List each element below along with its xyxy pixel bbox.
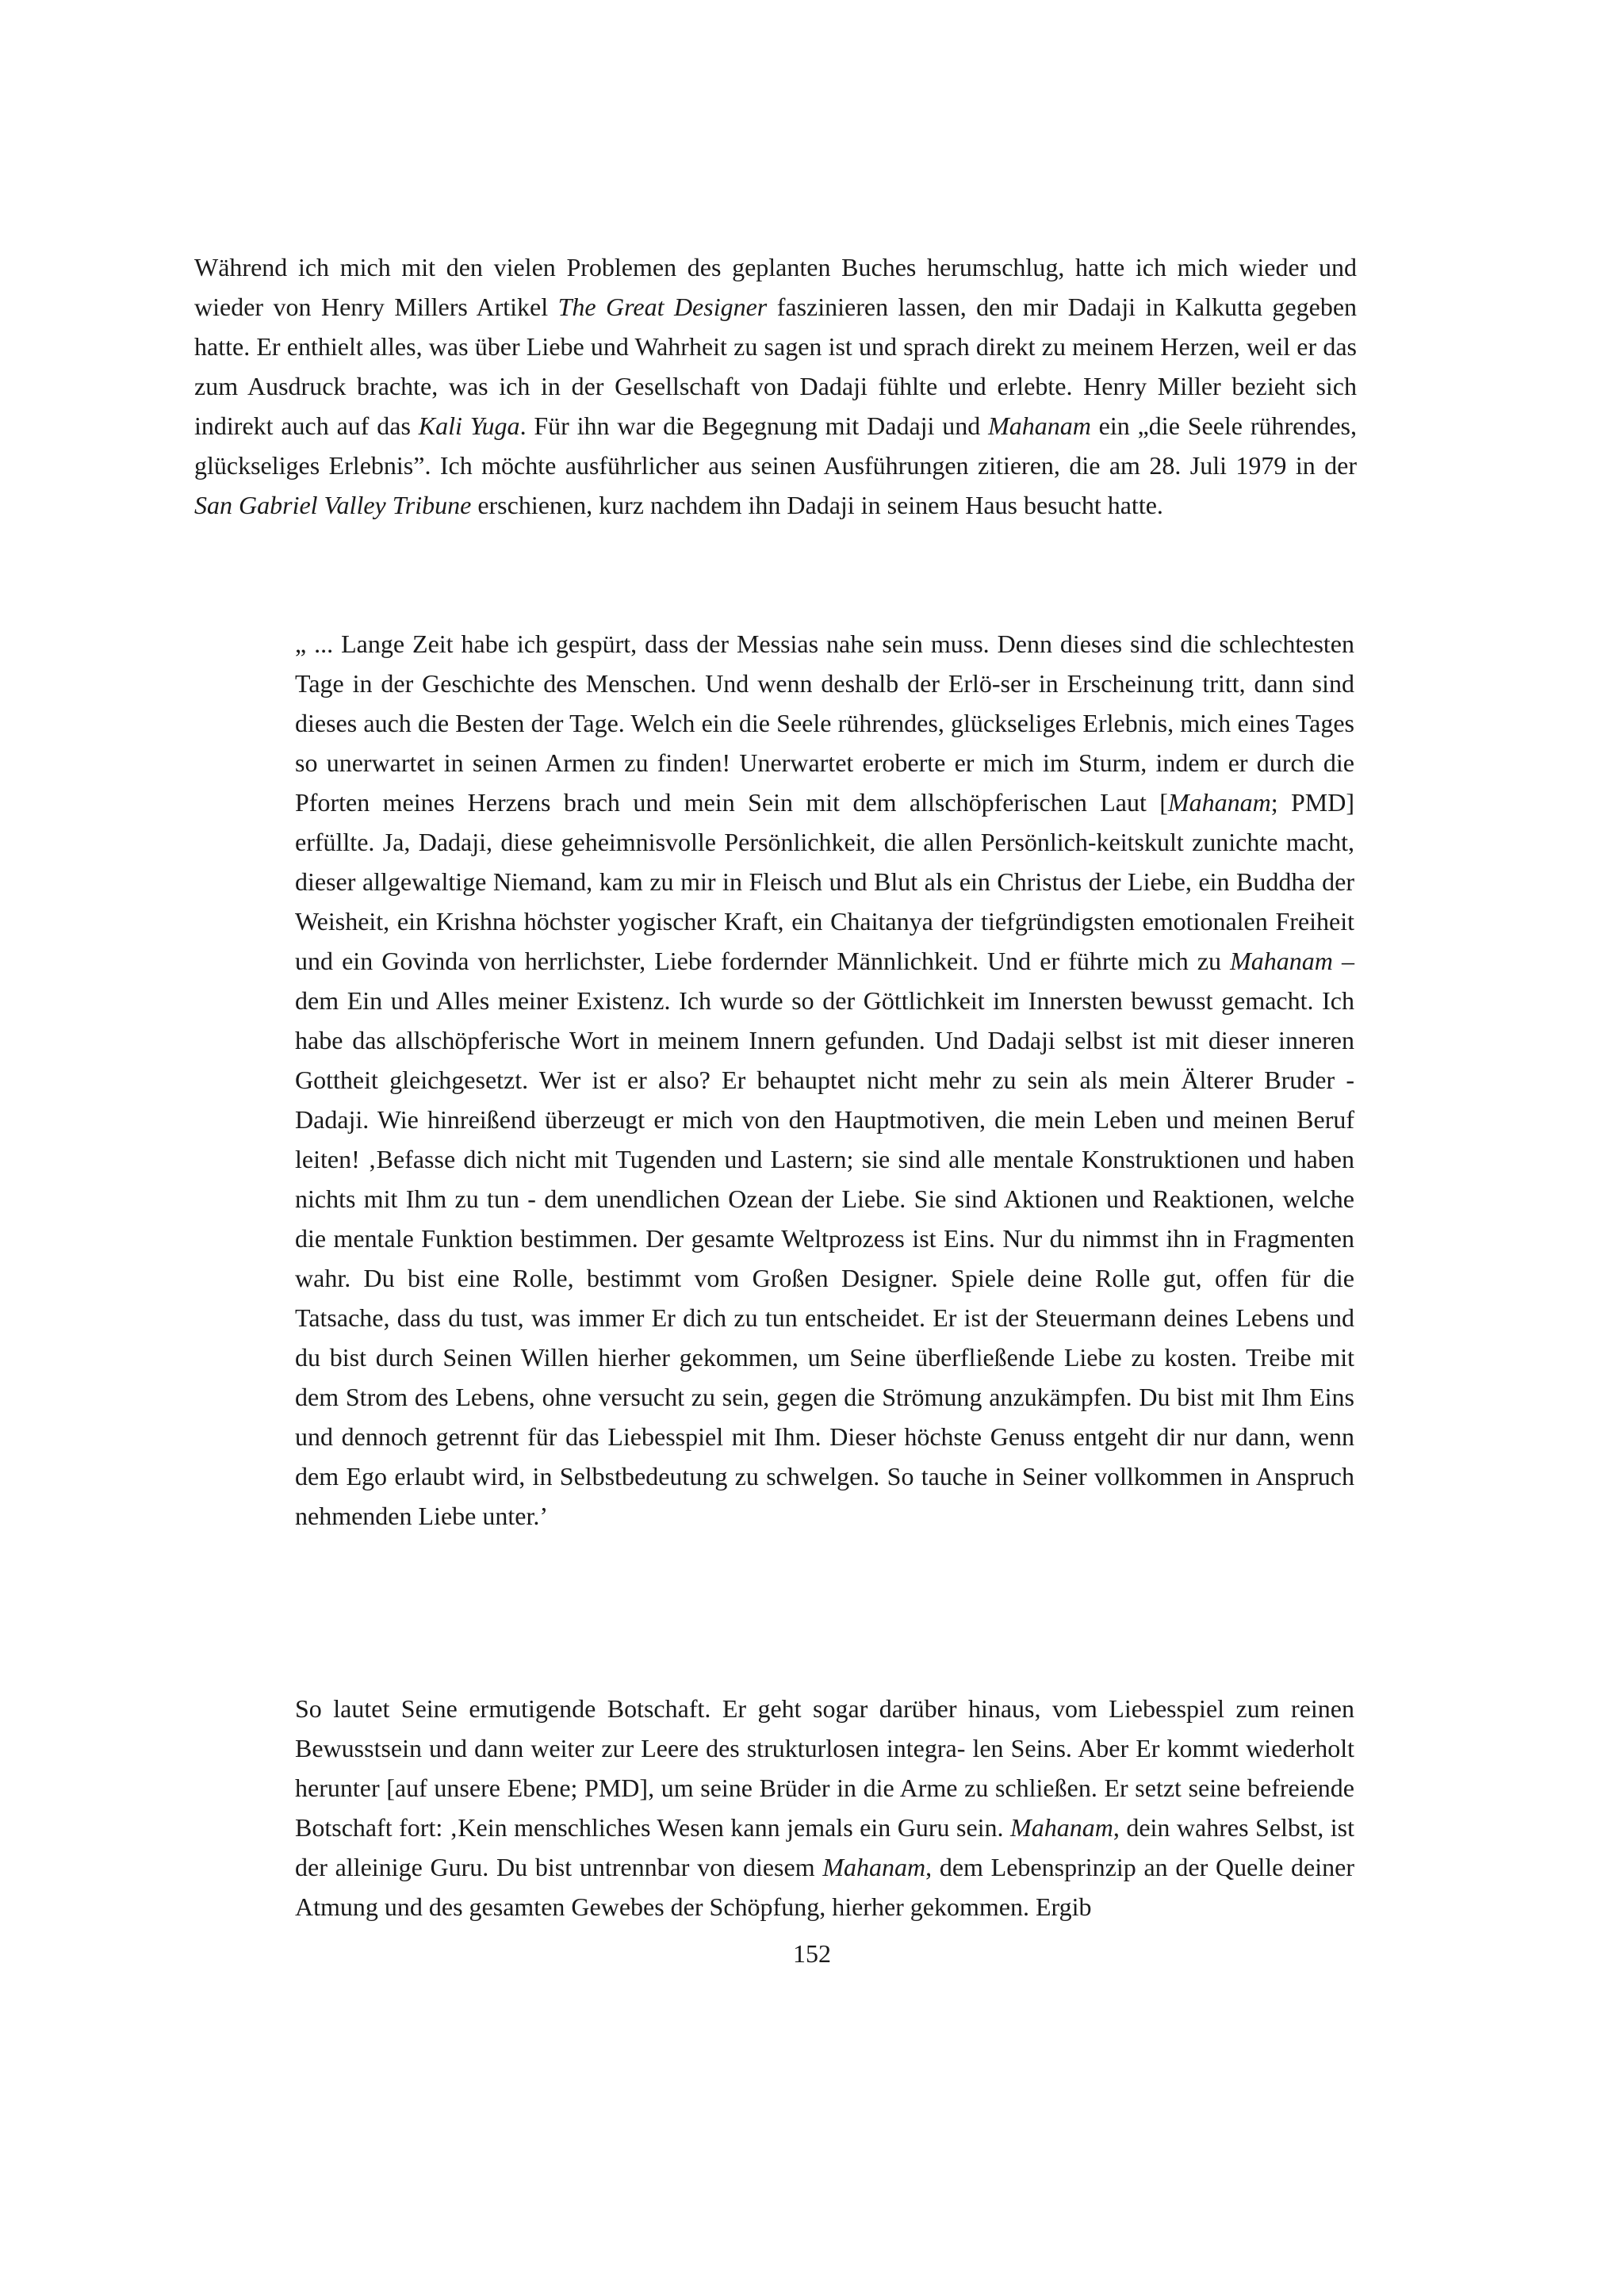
text-run: Während ich mich mit den vielen Problemen des geplanten Buches herumschlug, hatte ich mich wieder und wieder von Henry Millers Artikel [194, 253, 1357, 321]
block-quote-continuation [295, 1689, 1354, 1927]
text-run: , dem Lebensprinzip an der Quelle deiner Atmung und des gesamten Gewebes der Schöpfung, hierher gekommen. Ergib [295, 1853, 1354, 1921]
term-mahanam: Mahanam [822, 1853, 926, 1881]
text-run: „ ... Lange Zeit habe ich gespürt, dass der Messias nahe sein muss. Denn dieses sind die schlechtesten Tage in der Geschichte des Menschen. Und wenn deshalb der Erlö-ser in Erscheinung tritt, dann sind dieses auch die Besten der Tage. Welch ein die Seele rührendes, glückseliges Erlebnis, mich eines Tages so unerwartet in seinen Armen zu finden! Unerwartet eroberte er mich im Sturm, indem er durch die Pforten meines Herzens brach und mein Sein mit dem allschöpferischen Laut [ [295, 629, 1354, 817]
text-run: . Für ihn war die Begegnung mit Dadaji und [519, 411, 989, 440]
intro-paragraph [194, 247, 1357, 525]
text-run: So lautet Seine ermutigende Botschaft. Er geht sogar darüber hinaus, vom Liebesspiel zum reinen Bewusstsein und dann weiter zur Leere des strukturlosen integra- len Seins. Aber Er kommt wiederholt herunter [auf unsere Ebene; PMD], um seine Brüder in die Arme zu schließen. Er setzt seine befreiende Botschaft fort: ‚Kein menschliches Wesen kann jemals ein Guru sein. [295, 1694, 1354, 1842]
block-quote [295, 624, 1354, 1536]
term-mahanam: Mahanam [1010, 1813, 1113, 1842]
term-mahanam: Mahanam [1230, 947, 1333, 975]
newspaper-title: San Gabriel Valley Tribune [194, 491, 472, 519]
text-run: ein „die Seele rührendes, glückseliges Erlebnis”. Ich möchte ausführlicher aus seinen Ausführungen zitieren, die am 28. Juli 1979 in der [194, 411, 1358, 480]
term-kali-yuga: Kali Yuga [418, 411, 520, 440]
text-run: erschienen, kurz nachdem ihn Dadaji in seinem Haus besucht hatte. [471, 491, 1163, 519]
text-run: , dein wahres Selbst, ist der alleinige Guru. Du bist untrennbar von diesem [295, 1813, 1354, 1881]
article-title: The Great Designer [557, 293, 768, 321]
text-run: faszinieren lassen, den mir Dadaji in Kalkutta gegeben hatte. Er enthielt alles, was über Liebe und Wahrheit zu sagen ist und sprach direkt zu meinem Herzen, weil er das zum Ausdruck brachte, was ich in der Gesellschaft von Dadaji fühlte und erlebte. Henry Miller bezieht sich indirekt auch auf das [194, 293, 1358, 440]
term-mahanam: Mahanam [1167, 788, 1271, 817]
text-run: ; PMD] erfüllte. Ja, Dadaji, diese geheimnisvolle Persönlichkeit, die allen Persönlich-keitskult zunichte macht, dieser allgewaltige Niemand, kam zu mir in Fleisch und Blut als ein Christus der Liebe, ein Buddha der Weisheit, ein Krishna höchster yogischer Kraft, ein Chaitanya der tiefgründigsten emotionalen Freiheit und ein Govinda von herrlichster, Liebe fordernder Männlichkeit. Und er führte mich zu [295, 788, 1355, 975]
term-mahanam: Mahanam [988, 411, 1091, 440]
page-number: 152 [793, 1939, 831, 1968]
text-run: – dem Ein und Alles meiner Existenz. Ich wurde so der Göttlichkeit im Innersten bewusst gemacht. Ich habe das allschöpferische Wort in meinem Innern gefunden. Und Dadaji selbst ist mit dieser inneren Gottheit gleichgesetzt. Wer ist er also? Er behauptet nicht mehr zu sein als mein Älterer Bruder - Dadaji. Wie hinreißend überzeugt er mich von den Hauptmotiven, die mein Leben und meinen Beruf leiten! ‚Befasse dich nicht mit Tugenden und Lastern; sie sind alle mentale Konstruktionen und haben nichts mit Ihm zu tun - dem unendlichen Ozean der Liebe. Sie sind Aktionen und Reaktionen, welche die mentale Funktion bestimmen. Der gesamte Weltprozess ist Eins. Nur du nimmst ihn in Fragmenten wahr. Du bist eine Rolle, bestimmt vom Großen Designer. Spiele deine Rolle gut, offen für die Tatsache, dass du tust, was immer Er dich zu tun entscheidet. Er ist der Steuermann deines Lebens und du bist durch Seinen Willen hierher gekommen, um Seine überfließende Liebe zu kosten. Treibe mit dem Strom des Lebens, ohne versucht zu sein, gegen die Strömung anzukämpfen. Du bist mit Ihm Eins und dennoch getrennt für das Liebesspiel mit Ihm. Dieser höchste Genuss entgeht dir nur dann, wenn dem Ego erlaubt wird, in Selbstbedeutung zu schwelgen. So tauche in Seiner vollkommen in Anspruch nehmenden Liebe unter.’ [295, 947, 1355, 1530]
